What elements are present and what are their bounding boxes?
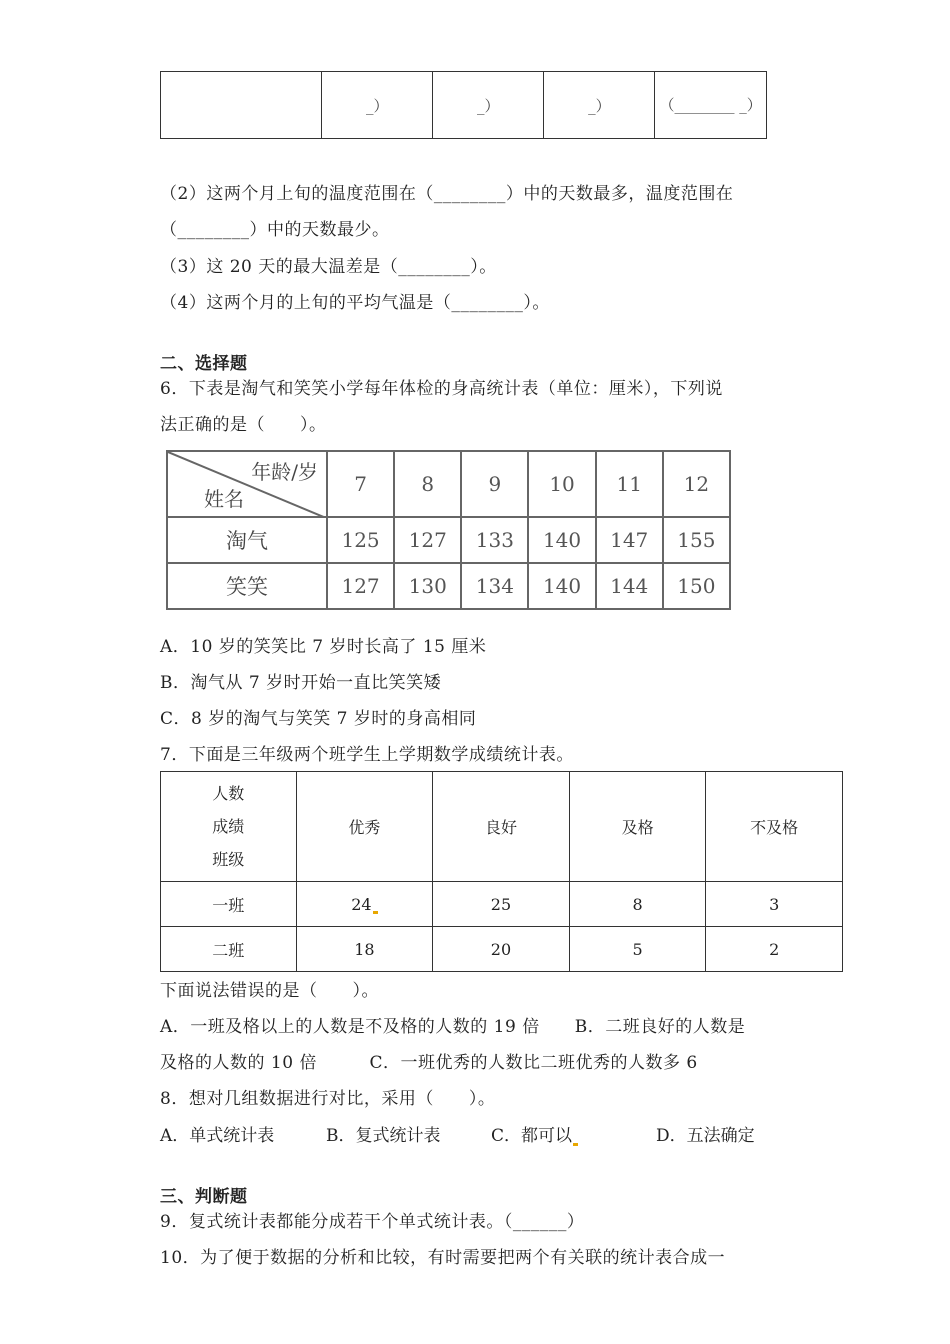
height-value: 147 (596, 517, 663, 563)
column-header: 及格 (569, 772, 706, 882)
age-header: 8 (394, 451, 461, 517)
header-name-label: 姓名 (204, 487, 244, 511)
q6-stem-line2: 法正确的是（ ）。 (160, 415, 327, 435)
class-name: 二班 (161, 927, 297, 972)
section-2-title: 二、选择题 (160, 354, 248, 374)
table-cell: （________ _） (655, 72, 767, 139)
q7-question: 下面说法错误的是（ ）。 (160, 981, 379, 1001)
height-value: 125 (327, 517, 394, 563)
height-table (166, 450, 731, 610)
table-row (167, 517, 730, 563)
row-name: 笑笑 (167, 563, 327, 609)
table-row (161, 882, 843, 927)
highlight-mark (373, 911, 378, 914)
q6-option-c: C．8 岁的淘气与笑笑 7 岁时的身高相同 (160, 709, 477, 729)
q9-stem: 9．复式统计表都能分成若干个单式统计表。（______） (160, 1212, 585, 1232)
height-value: 155 (663, 517, 730, 563)
table-cell: _） (433, 72, 544, 139)
height-value: 133 (461, 517, 528, 563)
height-value: 140 (528, 563, 595, 609)
table-row (161, 927, 843, 972)
header-age-label: 年龄/岁 (251, 460, 318, 484)
column-header: 不及格 (706, 772, 843, 882)
q6-option-a: A．10 岁的笑笑比 7 岁时长高了 15 厘米 (160, 637, 487, 657)
age-header: 9 (461, 451, 528, 517)
height-value: 150 (663, 563, 730, 609)
q8-option-c: C．都可以 (491, 1126, 573, 1146)
q8-option-a: A．单式统计表 (160, 1126, 275, 1146)
q5-part3: （3）这 20 天的最大温差是（________）。 (160, 257, 497, 277)
grade-count: 2 (706, 927, 843, 972)
q5-part4: （4）这两个月的上旬的平均气温是（________）。 (160, 293, 550, 313)
grade-count: 8 (569, 882, 706, 927)
height-value: 144 (596, 563, 663, 609)
class-name: 一班 (161, 882, 297, 927)
q8-option-b: B．复式统计表 (326, 1126, 441, 1146)
table-cell: _） (544, 72, 655, 139)
corner-label: 班级 (212, 850, 245, 869)
table-cell (161, 72, 322, 139)
grade-count: 5 (569, 927, 706, 972)
q10-stem: 10．为了便于数据的分析和比较，有时需要把两个有关联的统计表合成一 (160, 1248, 726, 1268)
temperature-table-partial (160, 71, 767, 139)
height-value: 127 (327, 563, 394, 609)
q5-part2-line1: （2）这两个月上旬的温度范围在（________）中的天数最多，温度范围在 (160, 184, 734, 204)
age-header: 11 (596, 451, 663, 517)
height-value: 140 (528, 517, 595, 563)
q5-part2-line2: （________）中的天数最少。 (160, 220, 390, 240)
q7-stem: 7．下面是三年级两个班学生上学期数学成绩统计表。 (160, 745, 574, 765)
height-value: 130 (394, 563, 461, 609)
grade-count: 24 (351, 894, 372, 914)
grade-table (160, 771, 843, 972)
diagonal-header-cell (167, 451, 327, 517)
corner-label: 成绩 (212, 817, 245, 836)
q8-stem: 8．想对几组数据进行对比，采用（ ）。 (160, 1089, 496, 1109)
row-name: 淘气 (167, 517, 327, 563)
section-3-title: 三、判断题 (160, 1187, 248, 1207)
grade-count: 20 (433, 927, 570, 972)
height-value: 127 (394, 517, 461, 563)
q7-options-line2: 及格的人数的 10 倍 C．一班优秀的人数比二班优秀的人数多 6 (160, 1053, 698, 1073)
age-header: 10 (528, 451, 595, 517)
q8-option-d: D．五法确定 (656, 1126, 755, 1146)
q6-stem-line1: 6．下表是淘气和笑笑小学每年体检的身高统计表（单位：厘米），下列说 (160, 379, 723, 399)
grade-count: 18 (296, 927, 433, 972)
grade-count: 3 (706, 882, 843, 927)
corner-header-cell (161, 772, 297, 882)
grade-count-cell (296, 882, 433, 927)
table-row (167, 563, 730, 609)
age-header: 7 (327, 451, 394, 517)
corner-label: 人数 (212, 784, 245, 803)
column-header: 优秀 (296, 772, 433, 882)
q8-option-c-wrap (491, 1121, 578, 1146)
column-header: 良好 (433, 772, 570, 882)
q6-option-b: B．淘气从 7 岁时开始一直比笑笑矮 (160, 673, 442, 693)
highlight-mark (573, 1143, 578, 1146)
height-value: 134 (461, 563, 528, 609)
q7-options-line1: A．一班及格以上的人数是不及格的人数的 19 倍 B．二班良好的人数是 (160, 1017, 746, 1037)
age-header: 12 (663, 451, 730, 517)
table-cell: _） (322, 72, 433, 139)
grade-count: 25 (433, 882, 570, 927)
